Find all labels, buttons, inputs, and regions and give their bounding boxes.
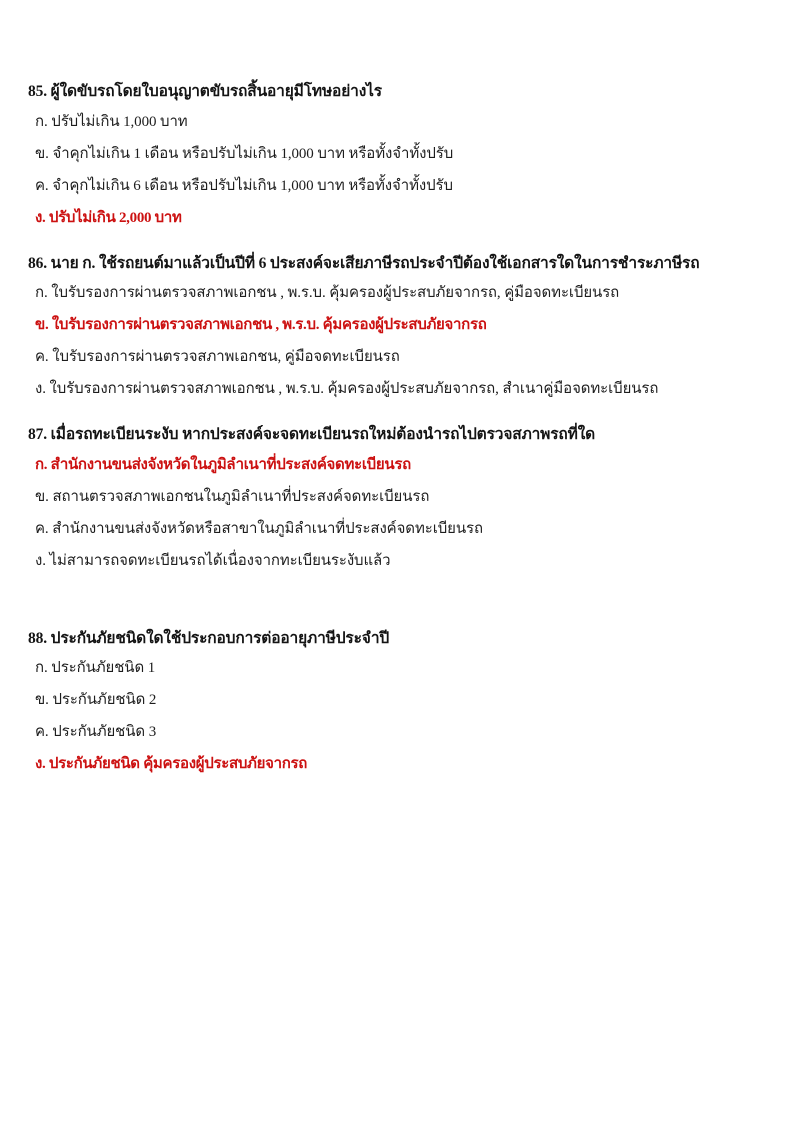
choice-88-b[interactable]: ข. ประกันภัยชนิด 2	[35, 692, 157, 708]
choice-88-a[interactable]: ก. ประกันภัยชนิด 1	[35, 660, 156, 676]
choice-86-d[interactable]: ง. ใบรับรองการผ่านตรวจสภาพเอกชน , พ.ร.บ. คุ้มครองผู้ประสบภัยจากรถ, สำเนาคู่มือจดทะเบียนรถ	[35, 381, 659, 397]
choice-87-c[interactable]: ค. สำนักงานขนส่งจังหวัดหรือสาขาในภูมิลำเนาที่ประสงค์จดทะเบียนรถ	[35, 520, 483, 537]
choice-86-c[interactable]: ค. ใบรับรองการผ่านตรวจสภาพเอกชน, คู่มือจดทะเบียนรถ	[35, 349, 400, 365]
question-block-86	[28, 256, 770, 398]
question-title-86: 86. นาย ก. ใช้รถยนต์มาแล้วเป็นปีที่ 6 ประสงค์จะเสียภาษีรถประจำปีต้องใช้เอกสารใดในการชำระภาษีรถ	[28, 254, 700, 272]
question-title-88: 88. ประกันภัยชนิดใดใช้ประกอบการต่ออายุภาษีประจำปี	[28, 629, 390, 647]
choice-87-d[interactable]: ง. ไม่สามารถจดทะเบียนรถได้เนื่องจากทะเบียนระงับแล้ว	[35, 552, 391, 569]
question-block-85	[28, 84, 770, 226]
choice-88-d-answer[interactable]: ง. ประกันภัยชนิด คุ้มครองผู้ประสบภัยจากรถ	[35, 756, 308, 772]
choice-88-c[interactable]: ค. ประกันภัยชนิด 3	[35, 724, 157, 740]
choice-85-c[interactable]: ค. จำคุกไม่เกิน 6 เดือน หรือปรับไม่เกิน 1,000 บาท หรือทั้งจำทั้งปรับ	[35, 177, 453, 194]
choice-85-d-answer[interactable]: ง. ปรับไม่เกิน 2,000 บาท	[35, 209, 182, 226]
choice-87-b[interactable]: ข. สถานตรวจสภาพเอกชนในภูมิลำเนาที่ประสงค์จดทะเบียนรถ	[35, 488, 430, 505]
question-title-87: 87. เมื่อรถทะเบียนระงับ หากประสงค์จะจดทะเบียนรถใหม่ต้องนำรถไปตรวจสภาพรถที่ใด	[28, 426, 596, 443]
questions-container	[28, 84, 770, 802]
choice-list-85	[28, 115, 770, 226]
question-block-88	[28, 631, 770, 773]
choice-list-88	[28, 661, 770, 772]
choice-86-a[interactable]: ก. ใบรับรองการผ่านตรวจสภาพเอกชน , พ.ร.บ. คุ้มครองผู้ประสบภัยจากรถ, คู่มือจดทะเบียนรถ	[35, 285, 620, 301]
choice-list-86	[28, 286, 770, 397]
choice-87-a-answer[interactable]: ก. สำนักงานขนส่งจังหวัดในภูมิลำเนาที่ประสงค์จดทะเบียนรถ	[35, 456, 411, 473]
choice-85-a[interactable]: ก. ปรับไม่เกิน 1,000 บาท	[35, 113, 188, 130]
question-block-87	[28, 427, 770, 569]
choice-85-b[interactable]: ข. จำคุกไม่เกิน 1 เดือน หรือปรับไม่เกิน 1,000 บาท หรือทั้งจำทั้งปรับ	[35, 145, 454, 162]
question-title-85: 85. ผู้ใดขับรถโดยใบอนุญาตขับรถสิ้นอายุมีโทษอย่างไร	[28, 83, 382, 100]
choice-list-87	[28, 458, 770, 569]
choice-86-b-answer[interactable]: ข. ใบรับรองการผ่านตรวจสภาพเอกชน , พ.ร.บ. คุ้มครองผู้ประสบภัยจากรถ	[35, 317, 487, 333]
